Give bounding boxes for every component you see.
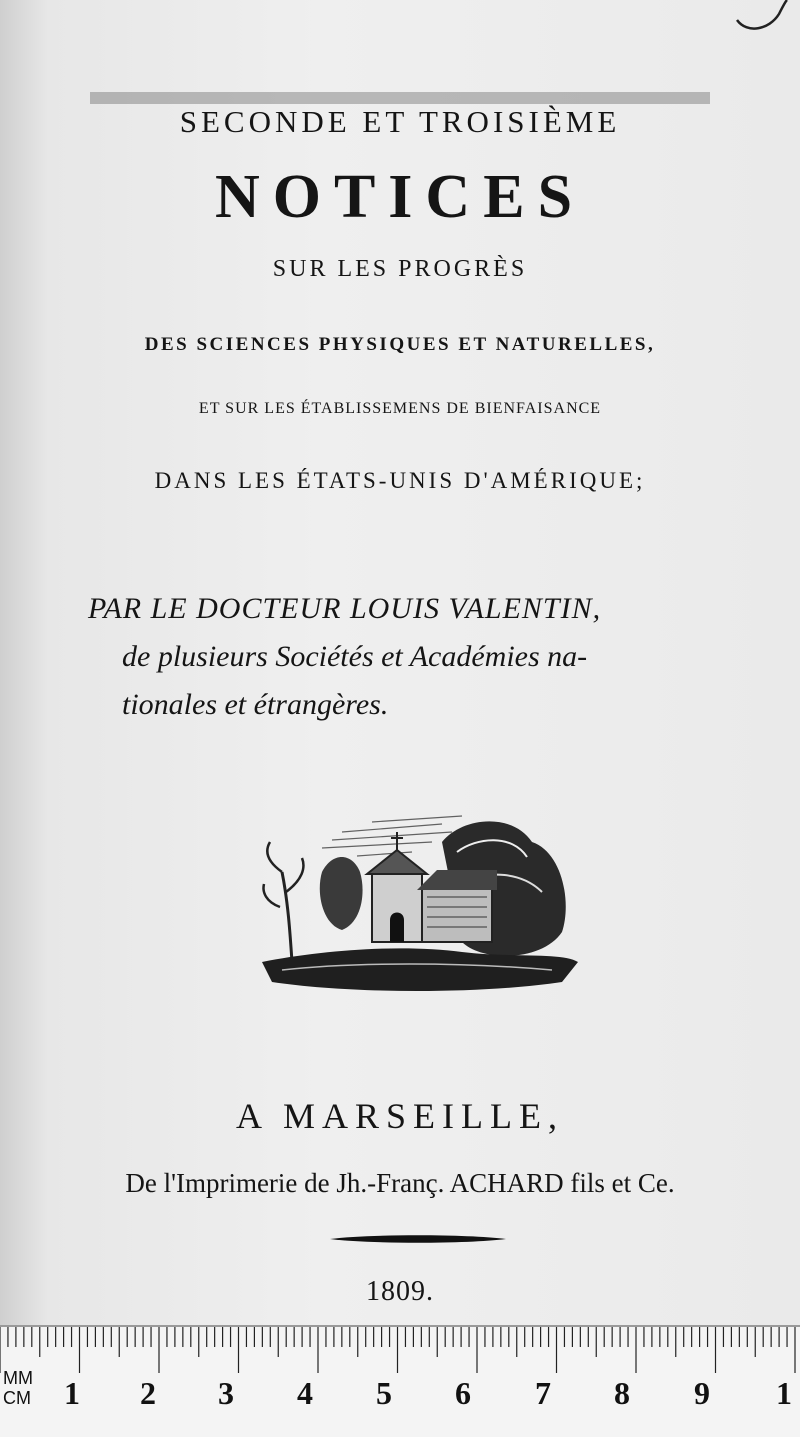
ruler-number: 9 — [694, 1375, 710, 1411]
show-through-band — [90, 92, 710, 104]
author-line-2: de plusieurs Sociétés et Académies na- — [122, 640, 588, 673]
ruler-number: 5 — [376, 1375, 392, 1411]
imprint-printer: De l'Imprimerie de Jh.-Franç. ACHARD fils et Ce. — [125, 1168, 675, 1198]
title-line-6: DANS LES ÉTATS-UNIS D'AMÉRIQUE; — [154, 468, 646, 493]
imprint-year: 1809. — [366, 1276, 434, 1307]
author-line-3: tionales et étrangères. — [122, 688, 389, 721]
ruler-number: 6 — [455, 1375, 471, 1411]
imprint-place: A MARSEILLE, — [235, 1096, 564, 1136]
pencil-mark-icon — [735, 0, 795, 34]
measurement-ruler — [0, 1325, 800, 1437]
ruler-unit-cm: CM — [3, 1388, 31, 1408]
ruler-number: 8 — [614, 1375, 630, 1411]
ruler-number: 7 — [535, 1375, 551, 1411]
ruler-number: 1 — [64, 1375, 80, 1411]
title-line-3: SUR LES PROGRÈS — [272, 256, 528, 282]
title-line-1: SECONDE ET TROISIÈME — [179, 104, 621, 139]
ornamental-rule — [330, 1232, 506, 1246]
ruler-ticks — [0, 1327, 800, 1377]
ruler-number: 3 — [218, 1375, 234, 1411]
title-line-5: ET SUR LES ÉTABLISSEMENS DE BIENFAISANCE — [198, 400, 602, 417]
title-main: NOTICES — [214, 163, 586, 231]
ruler-unit-mm: MM — [3, 1368, 33, 1388]
church-vignette-icon — [262, 812, 578, 994]
ruler-number: 2 — [140, 1375, 156, 1411]
author-line-1: PAR LE DOCTEUR LOUIS VALENTIN, — [88, 592, 602, 625]
ruler-number: 4 — [297, 1375, 313, 1411]
ruler-number: 1 — [776, 1375, 792, 1411]
title-line-4: DES SCIENCES PHYSIQUES ET NATURELLES, — [144, 334, 656, 355]
